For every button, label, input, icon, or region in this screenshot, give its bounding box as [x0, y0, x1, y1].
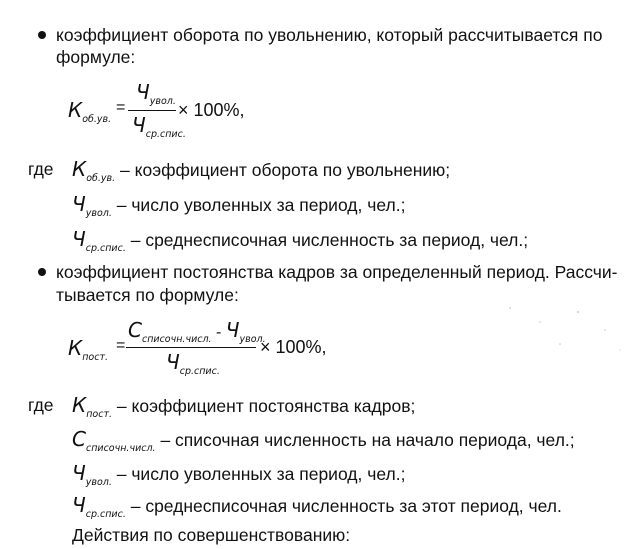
formula2-den-sub: ср.спис. [179, 366, 220, 377]
formula2-num-var1: С [128, 318, 142, 342]
legend2-item-2-text: – списочная численность на начало периода, чел.; [160, 430, 575, 450]
formula2-num-sub1: списочн.числ. [141, 334, 212, 345]
formula2-lhs [68, 336, 109, 363]
legend2-item-1-var: К [72, 393, 87, 417]
legend2-item-1-text: – коэффициент постоянства кадров; [116, 396, 416, 416]
bullet1-line2: формуле: [56, 47, 136, 67]
legend2-item-3 [72, 462, 405, 489]
legend1-item-3-sub: ср.спис. [85, 243, 126, 254]
formula1-den-sub: ср.спис. [145, 129, 186, 140]
legend2-where: где [28, 395, 54, 415]
bullet2-line1: коэффициент постоянства кадров за определенный период. Рассчи- [56, 262, 618, 282]
formula1-multiplier: × 100%, [178, 100, 245, 120]
bullet1-line1: коэффициент оборота по увольнению, который рассчитывается по [56, 25, 603, 45]
legend1-item-3 [72, 228, 528, 255]
legend1-item-2-var: Ч [72, 192, 86, 216]
legend2-item-1-sub: пост. [86, 409, 113, 420]
formula1-den-var: Ч [132, 113, 146, 137]
bullet-marker [38, 31, 46, 39]
legend2-item-4-text: – среднесписочная численность за этот период, чел. [130, 496, 562, 516]
legend2-item-4-sub: ср.спис. [85, 509, 126, 520]
legend1-item-3-text: – среднесписочная численность за период, чел.; [130, 230, 529, 250]
scan-noise-decoration [500, 300, 630, 360]
formula1-numerator [136, 80, 176, 107]
legend1-item-2-text: – число уволенных за период, чел.; [116, 195, 406, 215]
legend1-item-2-sub: увол. [85, 208, 112, 219]
formula2-lhs-var: К [68, 336, 83, 360]
legend2-item-4-var: Ч [72, 493, 86, 517]
closing-heading: Действия по совершенствованию: [72, 525, 351, 545]
formula2-denominator [166, 350, 220, 377]
formula2-num-var2: Ч [225, 318, 240, 342]
legend1-item-1-var: К [72, 157, 87, 181]
formula2-numerator [128, 318, 266, 345]
legend2-item-3-var: Ч [72, 461, 86, 485]
bullet2-line2: тывается по формуле: [56, 285, 239, 305]
legend1-item-1 [72, 158, 450, 185]
legend2-item-1 [72, 394, 415, 421]
legend1-where: где [28, 159, 54, 179]
formula1-lhs [68, 98, 112, 125]
legend2-item-4 [72, 494, 562, 521]
formula2-minus: - [216, 324, 222, 341]
formula2-equals: = [116, 337, 126, 354]
formula1-fraction-bar [128, 110, 176, 111]
formula1-num-var: Ч [136, 80, 150, 104]
formula1-num-sub: увол. [149, 96, 176, 107]
formula1-lhs-var: К [68, 98, 83, 122]
legend2-item-2 [72, 428, 575, 455]
legend1-item-2 [72, 193, 405, 220]
legend1-item-1-sub: об.ув. [86, 173, 116, 184]
formula2-num-sub2: увол. [239, 334, 266, 345]
legend2-item-2-sub: списочн.числ. [85, 443, 156, 454]
legend2-item-3-sub: увол. [85, 477, 112, 488]
formula2-fraction-bar [126, 347, 256, 348]
formula2-den-var: Ч [166, 350, 180, 374]
formula1-lhs-sub: об.ув. [82, 114, 112, 125]
bullet-marker [38, 268, 46, 276]
legend1-item-1-text: – коэффициент оборота по увольнению; [120, 160, 451, 180]
legend1-item-3-var: Ч [72, 227, 86, 251]
formula2-multiplier: × 100%, [260, 337, 327, 357]
formula2-lhs-sub: пост. [82, 352, 109, 363]
legend2-item-2-var: С [72, 427, 86, 451]
formula1-equals: = [116, 99, 126, 116]
legend2-item-3-text: – число уволенных за период, чел.; [116, 464, 406, 484]
